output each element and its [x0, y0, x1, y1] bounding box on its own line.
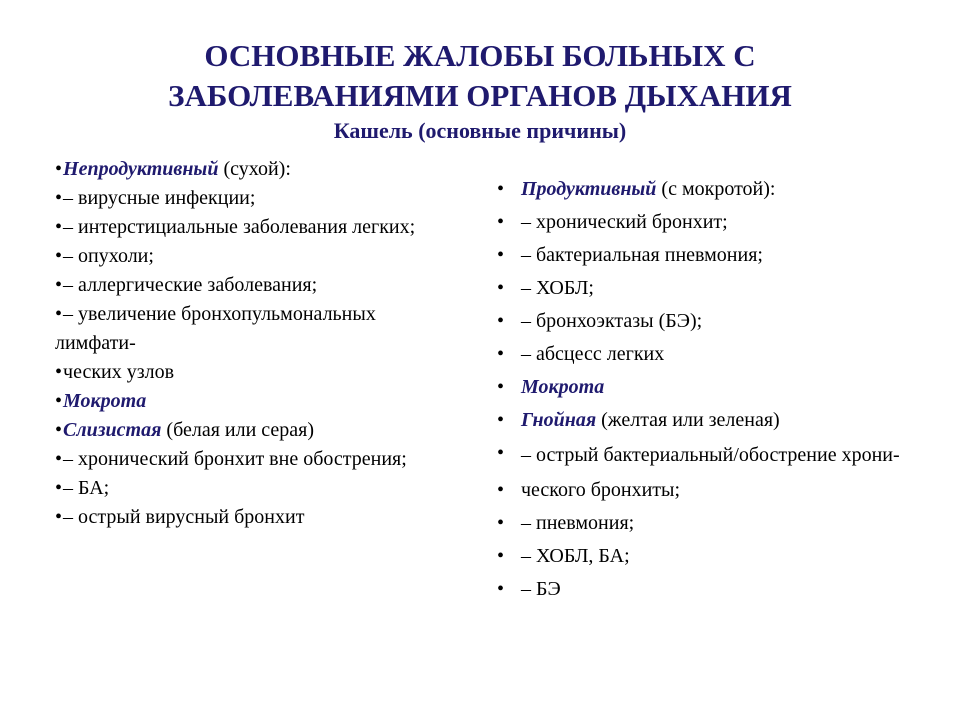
list-item-text: (желтая или зеленая) — [596, 409, 780, 431]
bullet-marker: • — [497, 578, 505, 600]
list-item — [497, 575, 917, 608]
emphasis-text: Гнойная — [521, 409, 597, 431]
bullet-marker: • — [55, 158, 63, 180]
slide-subtitle: Кашель (основные причины) — [333, 118, 627, 143]
list-item-text: – опухоли; — [63, 245, 154, 267]
list-item — [497, 509, 917, 542]
list-item — [497, 373, 917, 406]
list-item — [55, 155, 460, 184]
bullet-marker: • — [497, 277, 505, 299]
list-item — [55, 358, 460, 387]
bullet-marker: • — [55, 274, 63, 296]
list-item-text: – ХОБЛ; — [521, 277, 594, 299]
list-item-text: – интерстициальные заболевания легких; — [63, 216, 416, 238]
emphasis-text: Непродуктивный — [63, 158, 219, 180]
list-item-text: – бронхоэктазы (БЭ); — [521, 310, 703, 332]
right-column-list — [497, 175, 917, 608]
list-item-text: – увеличение бронхопульмональных лимфати- — [55, 303, 376, 354]
bullet-marker: • — [55, 216, 63, 238]
list-item — [497, 542, 917, 575]
list-item — [497, 307, 917, 340]
list-item — [55, 300, 460, 358]
bullet-marker: • — [497, 244, 505, 266]
list-item — [497, 439, 917, 476]
list-item — [497, 208, 917, 241]
list-item — [55, 213, 460, 242]
list-item — [497, 340, 917, 373]
bullet-marker: • — [55, 390, 63, 412]
bullet-marker: • — [497, 376, 505, 398]
list-item — [55, 184, 460, 213]
list-item-text: (сухой): — [218, 158, 291, 180]
list-item — [55, 474, 460, 503]
bullet-marker: • — [497, 479, 505, 501]
bullet-marker: • — [55, 361, 63, 383]
slide-title-line-2: ЗАБОЛЕВАНИЯМИ ОРГАНОВ ДЫХАНИЯ — [168, 78, 792, 113]
bullet-marker: • — [497, 343, 505, 365]
bullet-marker: • — [497, 442, 505, 464]
list-item-text: – хронический бронхит вне обострения; — [63, 448, 407, 470]
list-item — [497, 406, 917, 439]
list-item-text: – вирусные инфекции; — [63, 187, 256, 209]
list-item — [55, 416, 460, 445]
list-item-text: (с мокротой): — [656, 178, 776, 200]
list-item — [497, 241, 917, 274]
list-item-text: – острый вирусный бронхит — [63, 506, 305, 528]
list-item-text: – БЭ — [521, 578, 561, 600]
list-item — [55, 271, 460, 300]
bullet-marker: • — [497, 512, 505, 534]
emphasis-text: Мокрота — [63, 390, 147, 412]
bullet-marker: • — [55, 419, 63, 441]
bullet-marker: • — [55, 245, 63, 267]
list-item — [55, 503, 460, 532]
list-item-text: – острый бактериальный/обострение хрони- — [521, 444, 900, 466]
bullet-marker: • — [55, 477, 63, 499]
emphasis-text: Слизистая — [63, 419, 162, 441]
bullet-marker: • — [497, 211, 505, 233]
list-item-text: – БА; — [63, 477, 110, 499]
list-item-text: ческих узлов — [63, 361, 175, 383]
bullet-marker: • — [55, 187, 63, 209]
left-column-list — [55, 155, 460, 532]
list-item — [497, 274, 917, 307]
bullet-marker: • — [497, 545, 505, 567]
bullet-marker: • — [55, 448, 63, 470]
list-item — [497, 175, 917, 208]
list-item — [55, 242, 460, 271]
list-item-text: – абсцесс легких — [521, 343, 665, 365]
bullet-marker: • — [497, 409, 505, 431]
slide-title — [0, 36, 960, 116]
bullet-marker: • — [55, 506, 63, 528]
bullet-marker: • — [55, 303, 63, 325]
list-item — [55, 387, 460, 416]
list-item — [497, 476, 917, 509]
list-item-text: – аллергические заболевания; — [63, 274, 318, 296]
emphasis-text: Продуктивный — [521, 178, 657, 200]
emphasis-text: Мокрота — [521, 376, 605, 398]
list-item-text: – бактериальная пневмония; — [521, 244, 763, 266]
list-item-text: – пневмония; — [521, 512, 635, 534]
list-item-text: – ХОБЛ, БА; — [521, 545, 630, 567]
list-item-text: (белая или серая) — [161, 419, 315, 441]
slide-title-line-1: ОСНОВНЫЕ ЖАЛОБЫ БОЛЬНЫХ С — [204, 38, 756, 73]
bullet-marker: • — [497, 310, 505, 332]
bullet-marker: • — [497, 178, 505, 200]
list-item-text: – хронический бронхит; — [521, 211, 728, 233]
list-item-text: ческого бронхиты; — [521, 479, 681, 501]
list-item — [55, 445, 460, 474]
